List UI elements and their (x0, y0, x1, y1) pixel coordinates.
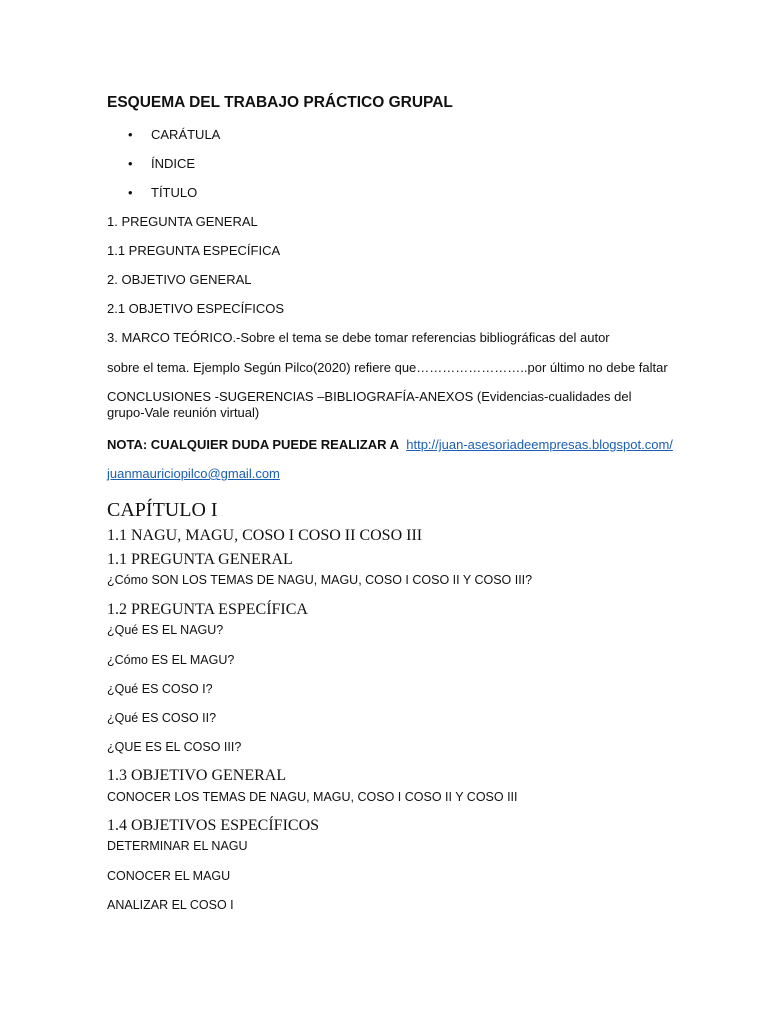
scheme-line: 1.1 PREGUNTA ESPECÍFICA (107, 243, 281, 258)
note-line (107, 437, 673, 453)
scheme-line: sobre el tema. Ejemplo Según Pilco(2020) refiere que……………………..por último no debe faltar (107, 360, 668, 375)
bullet-icon: • (128, 127, 133, 142)
general-objective: CONOCER LOS TEMAS DE NAGU, MAGU, COSO I COSO II Y COSO III (107, 790, 518, 804)
bullet-item (128, 156, 195, 172)
specific-objective: CONOCER EL MAGU (107, 869, 231, 883)
document-title: ESQUEMA DEL TRABAJO PRÁCTICO GRUPAL (107, 94, 453, 111)
chapter-title: CAPÍTULO I (107, 499, 218, 521)
general-question: ¿Cómo SON LOS TEMAS DE NAGU, MAGU, COSO I COSO II Y COSO III? (107, 573, 533, 587)
specific-objective: ANALIZAR EL COSO I (107, 898, 234, 912)
scheme-line: 2.1 OBJETIVO ESPECÍFICOS (107, 301, 284, 316)
scheme-line: 3. MARCO TEÓRICO.-Sobre el tema se debe tomar referencias bibliográficas del autor (107, 330, 610, 345)
bullet-label: TÍTULO (151, 185, 198, 200)
scheme-line: 2. OBJETIVO GENERAL (107, 272, 252, 287)
conclusions-paragraph: CONCLUSIONES -SUGERENCIAS –BIBLIOGRAFÍA-ANEXOS (Evidencias-cualidades del grupo-Vale reunión virtual) (107, 389, 632, 420)
bullet-item (128, 127, 220, 143)
specific-question: ¿Qué ES COSO II? (107, 711, 217, 725)
bullet-icon: • (128, 156, 133, 171)
blog-link[interactable]: http://juan-asesoriadeempresas.blogspot.com/ (406, 437, 673, 452)
general-question-heading: 1.1 PREGUNTA GENERAL (107, 551, 293, 568)
specific-question: ¿Qué ES COSO I? (107, 682, 213, 696)
note-label: NOTA: CUALQUIER DUDA PUEDE REALIZAR A (107, 437, 400, 452)
email-link[interactable]: juanmauriciopilco@gmail.com (107, 466, 280, 481)
general-objective-heading: 1.3 OBJETIVO GENERAL (107, 767, 287, 784)
specific-question-heading: 1.2 PREGUNTA ESPECÍFICA (107, 601, 308, 618)
bullet-label: ÍNDICE (151, 156, 196, 171)
scheme-line: 1. PREGUNTA GENERAL (107, 214, 258, 229)
specific-objectives-heading: 1.4 OBJETIVOS ESPECÍFICOS (107, 817, 320, 834)
specific-question: ¿Qué ES EL NAGU? (107, 623, 224, 637)
bullet-item (128, 185, 197, 201)
specific-question: ¿QUE ES EL COSO III? (107, 740, 242, 754)
specific-objective: DETERMINAR EL NAGU (107, 839, 248, 853)
chapter-subtitle: 1.1 NAGU, MAGU, COSO I COSO II COSO III (107, 527, 423, 544)
bullet-label: CARÁTULA (151, 127, 221, 142)
bullet-icon: • (128, 185, 133, 200)
specific-question: ¿Cómo ES EL MAGU? (107, 653, 235, 667)
